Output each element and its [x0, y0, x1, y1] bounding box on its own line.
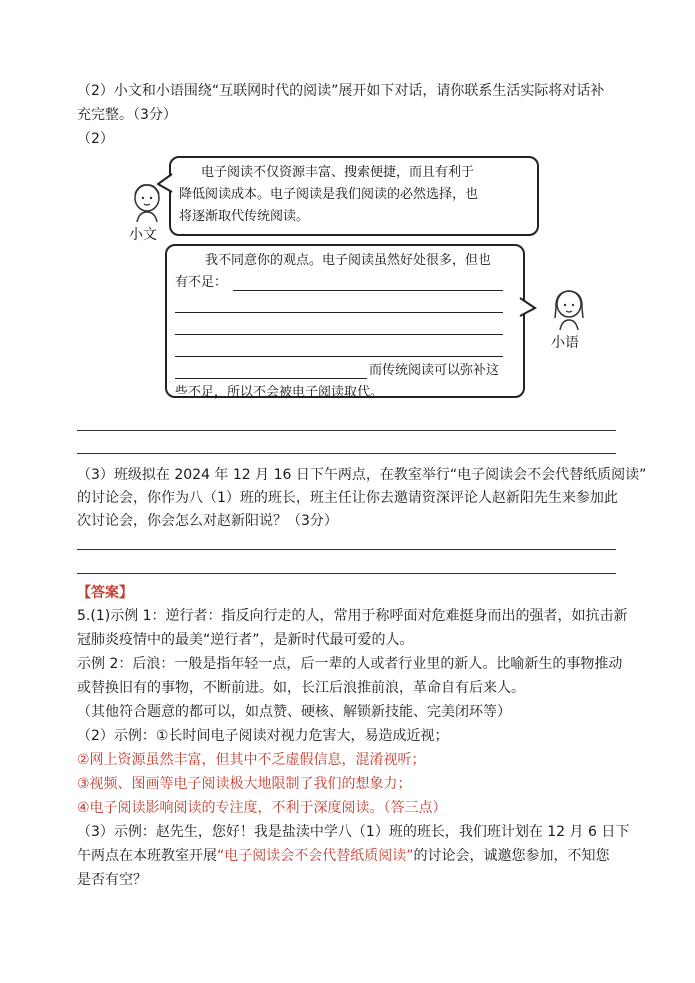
q2-line-2: 充完整。（3分）	[77, 107, 177, 123]
q2-marker: （2）	[77, 131, 114, 147]
bubble1-line-1: 电子阅读不仅资源丰富、搜索便捷，而且有利于	[201, 165, 475, 180]
answer-line-12: 是否有空？	[77, 872, 147, 888]
answer-line-4: 或替换旧有的事物，不断前进。如，长江后浪推前浪，革命自有后来人。	[77, 680, 525, 696]
q3-line-1: （3）班级拟在 2024 年 12 月 16 日下午两点，在教室举行“电子阅读会不会代替纸质阅读”	[77, 467, 647, 483]
bubble2-line-2: 有不足：	[175, 275, 228, 290]
answer-blank-1	[233, 290, 503, 291]
bubble1-tail	[157, 172, 173, 196]
answer-line-q2-1	[77, 430, 616, 431]
xiaoyu-illustration	[547, 286, 591, 332]
answer-line-6: （2）示例：①长时间电子阅读对视力危害大，易造成近视；	[77, 728, 449, 744]
bubble2-line-6: 些不足，所以不会被电子阅读取代。	[175, 385, 384, 400]
dialogue-figure	[77, 152, 618, 402]
answer-heading: 【答案】	[77, 585, 133, 601]
q2-line-1: （2）小文和小语围绕“互联网时代的阅读”展开如下对话，请你联系生活实际将对话补	[77, 83, 605, 99]
bubble2-tail	[519, 296, 537, 320]
answer-line-q2-2	[77, 453, 616, 454]
answer-line-2: 冠肺炎疫情中的最美“逆行者”，是新时代最可爱的人。	[77, 632, 414, 648]
xiaowen-label: 小文	[129, 227, 157, 243]
bubble2-line-1: 我不同意你的观点。电子阅读虽然好处很多，但也	[205, 253, 492, 268]
answer-line-10: （3）示例：赵先生，您好！我是盐渎中学八（1）班的班长，我们班计划在 12 月 6 日下	[77, 824, 630, 840]
answer-quoted-topic: “电子阅读会不会代替纸质阅读”	[217, 848, 414, 864]
answer-line-9: ④电子阅读影响阅读的专注度，不利于深度阅读。（答三点）	[77, 800, 447, 816]
xiaowen-speech-bubble	[169, 156, 539, 236]
q3-line-2: 的讨论会，你作为八（1）班的班长，班主任让你去邀请资深评论人赵新阳先生来参加此	[77, 490, 618, 506]
answer-blank-2	[175, 312, 503, 313]
q3-line-3: 次讨论会，你会怎么对赵新阳说？（3分）	[77, 513, 338, 529]
xiaoyu-label: 小语	[551, 335, 579, 351]
bubble2-line-5-tail: 而传统阅读可以弥补这	[369, 363, 500, 378]
bubble1-line-3: 将逐渐取代传统阅读。	[179, 209, 310, 224]
answer-line-8: ③视频、图画等电子阅读极大地限制了我们的想象力；	[77, 776, 412, 792]
answer-line-5: （其他符合题意的都可以，如点赞、硬核、解锁新技能、完美闭环等）	[77, 704, 511, 720]
answer-blank-3	[175, 334, 503, 335]
answer-blank-4	[175, 356, 503, 357]
answer-blank-5	[175, 378, 367, 379]
answer-line-q3-1	[77, 549, 616, 550]
bubble1-line-2: 降低阅读成本。电子阅读是我们阅读的必然选择，也	[179, 187, 479, 202]
xiaoyu-speech-bubble	[165, 244, 525, 398]
answer-line-3: 示例 2：后浪：一般是指年轻一点，后一辈的人或者行业里的新人。比喻新生的事物推动	[77, 656, 623, 672]
answer-line-1: 5.(1)示例 1：逆行者：指反向行走的人，常用于称呼面对危难挺身而出的强者，如抗击新	[77, 608, 628, 624]
answer-line-11: 午两点在本班教室开展“电子阅读会不会代替纸质阅读”的讨论会，诚邀您参加，不知您	[77, 848, 610, 864]
answer-line-7: ②网上资源虽然丰富，但其中不乏虚假信息，混淆视听；	[77, 752, 426, 768]
answer-line-q3-2	[77, 573, 616, 574]
